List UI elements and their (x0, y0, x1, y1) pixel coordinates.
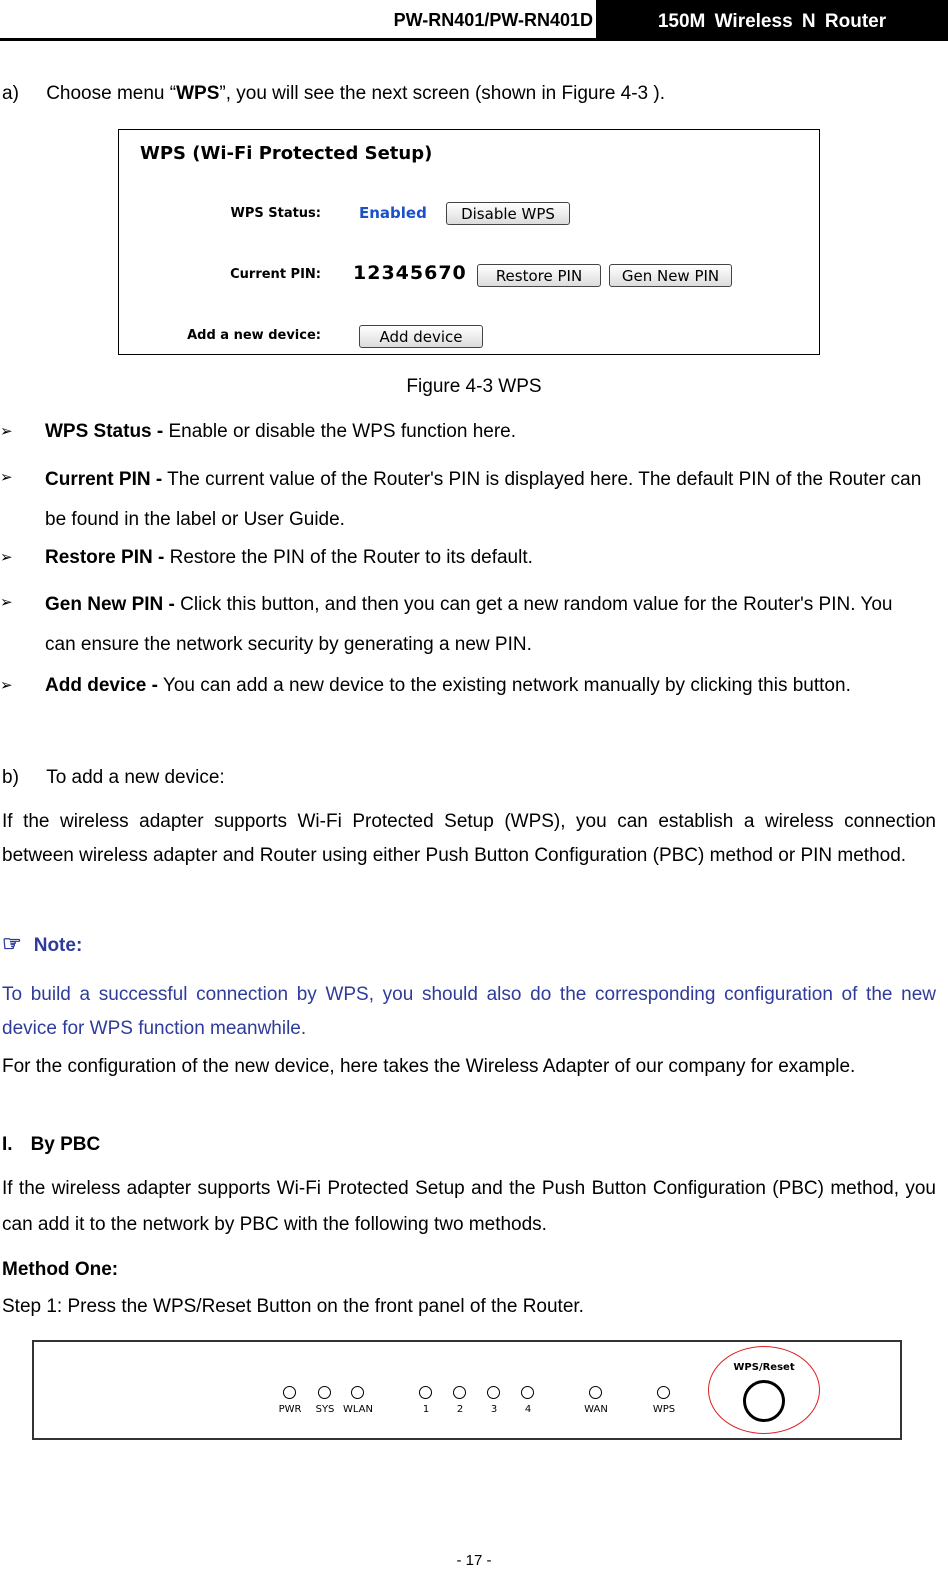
section-title: By PBC (30, 1134, 101, 1155)
bullet-text: The current value of the Router's PIN is displayed here. The default PIN of the Router can be found in the label or User Guide. (45, 469, 922, 530)
led-label-wlan: WLAN (342, 1404, 373, 1415)
led-port-3 (487, 1386, 500, 1399)
led-label-2: 2 (456, 1404, 464, 1415)
step-b (2, 760, 225, 795)
add-device-label: Add a new device: (187, 328, 321, 343)
bullet-text: Restore the PIN of the Router to its default. (164, 547, 533, 568)
led-label-1: 1 (422, 1404, 430, 1415)
paragraph-config: For the configuration of the new device, here takes the Wireless Adapter of our company for example. (2, 1056, 856, 1077)
note-text: To build a successful connection by WPS, you should also do the corresponding configuration of the new device for WPS function meanwhile. (2, 984, 936, 1039)
figure-caption: Figure 4-3 WPS (406, 376, 542, 397)
arrow-bullet-icon: ➢ (0, 594, 13, 611)
step-a-bold: WPS (176, 83, 220, 104)
bullet-term: Gen New PIN - (45, 594, 175, 615)
current-pin-value: 12345670 (353, 262, 467, 284)
page-header (0, 0, 948, 42)
paragraph-wps-intro: If the wireless adapter supports Wi-Fi Protected Setup (WPS), you can establish a wireless connection between wireless adapter and Router using either Push Button Configuration (PBC) method or PIN method. (2, 811, 936, 866)
led-wps (657, 1386, 670, 1399)
led-label-wps: WPS (652, 1404, 676, 1415)
arrow-bullet-icon: ➢ (0, 677, 13, 694)
led-label-pwr: PWR (278, 1404, 302, 1415)
wps-title: WPS (Wi-Fi Protected Setup) (140, 143, 433, 164)
step-b-text: To add a new device: (46, 767, 225, 788)
bullet-text: You can add a new device to the existing network manually by clicking this button. (157, 675, 851, 696)
gen-new-pin-button[interactable]: Gen New PIN (609, 264, 732, 287)
led-wlan (351, 1386, 364, 1399)
add-device-button[interactable]: Add device (359, 325, 483, 348)
note-title: Note: (33, 935, 83, 956)
step-1: Step 1: Press the WPS/Reset Button on the front panel of the Router. (2, 1296, 584, 1317)
step-a-prefix: a) (2, 83, 19, 104)
bullet-text: Enable or disable the WPS function here. (163, 421, 516, 442)
led-wan (589, 1386, 602, 1399)
header-model: PW-RN401/PW-RN401D (393, 10, 593, 30)
led-port-1 (419, 1386, 432, 1399)
led-label-sys: SYS (315, 1404, 335, 1415)
led-label-3: 3 (490, 1404, 498, 1415)
led-label-4: 4 (524, 1404, 532, 1415)
arrow-bullet-icon: ➢ (0, 549, 13, 566)
page-number: - 17 - (456, 1552, 492, 1569)
step-a-post: ”, you will see the next screen (shown in Figure 4-3 ). (219, 83, 666, 104)
current-pin-label: Current PIN: (230, 267, 321, 282)
wps-reset-button[interactable] (743, 1380, 785, 1422)
header-product: 150M Wireless N Router (596, 0, 948, 40)
step-a-pre: Choose menu “ (46, 83, 177, 104)
arrow-bullet-icon: ➢ (0, 469, 13, 486)
led-sys (318, 1386, 331, 1399)
pointing-hand-icon: ☞ (2, 931, 22, 956)
wps-status-label: WPS Status: (230, 206, 321, 221)
paragraph-pbc: If the wireless adapter supports Wi-Fi Protected Setup and the Push Button Configuration (PBC) method, you can add it to the network by PBC with the following two methods. (2, 1178, 936, 1235)
step-a (2, 76, 665, 111)
disable-wps-button[interactable]: Disable WPS (446, 202, 570, 225)
section-heading (2, 1127, 100, 1162)
restore-pin-button[interactable]: Restore PIN (477, 264, 601, 287)
led-port-4 (521, 1386, 534, 1399)
led-pwr (283, 1386, 296, 1399)
wps-reset-label: WPS/Reset (733, 1362, 795, 1373)
header-rule (0, 38, 948, 41)
step-b-prefix: b) (2, 767, 19, 788)
bullet-term: Restore PIN - (45, 547, 165, 568)
wps-screenshot (118, 129, 820, 355)
router-front-panel (32, 1340, 902, 1440)
led-label-wan: WAN (584, 1404, 608, 1415)
wps-status-value: Enabled (359, 204, 427, 222)
bullet-text: Click this button, and then you can get a new random value for the Router's PIN. You can ensure the network security by generating a new PIN. (45, 594, 893, 655)
arrow-bullet-icon: ➢ (0, 423, 13, 440)
bullet-term: Current PIN - (45, 469, 163, 490)
section-number: I. (2, 1134, 13, 1155)
method-heading: Method One: (2, 1259, 119, 1280)
bullet-term: Add device - (45, 675, 158, 696)
bullet-term: WPS Status - (45, 421, 164, 442)
note-heading (2, 931, 82, 957)
led-port-2 (453, 1386, 466, 1399)
